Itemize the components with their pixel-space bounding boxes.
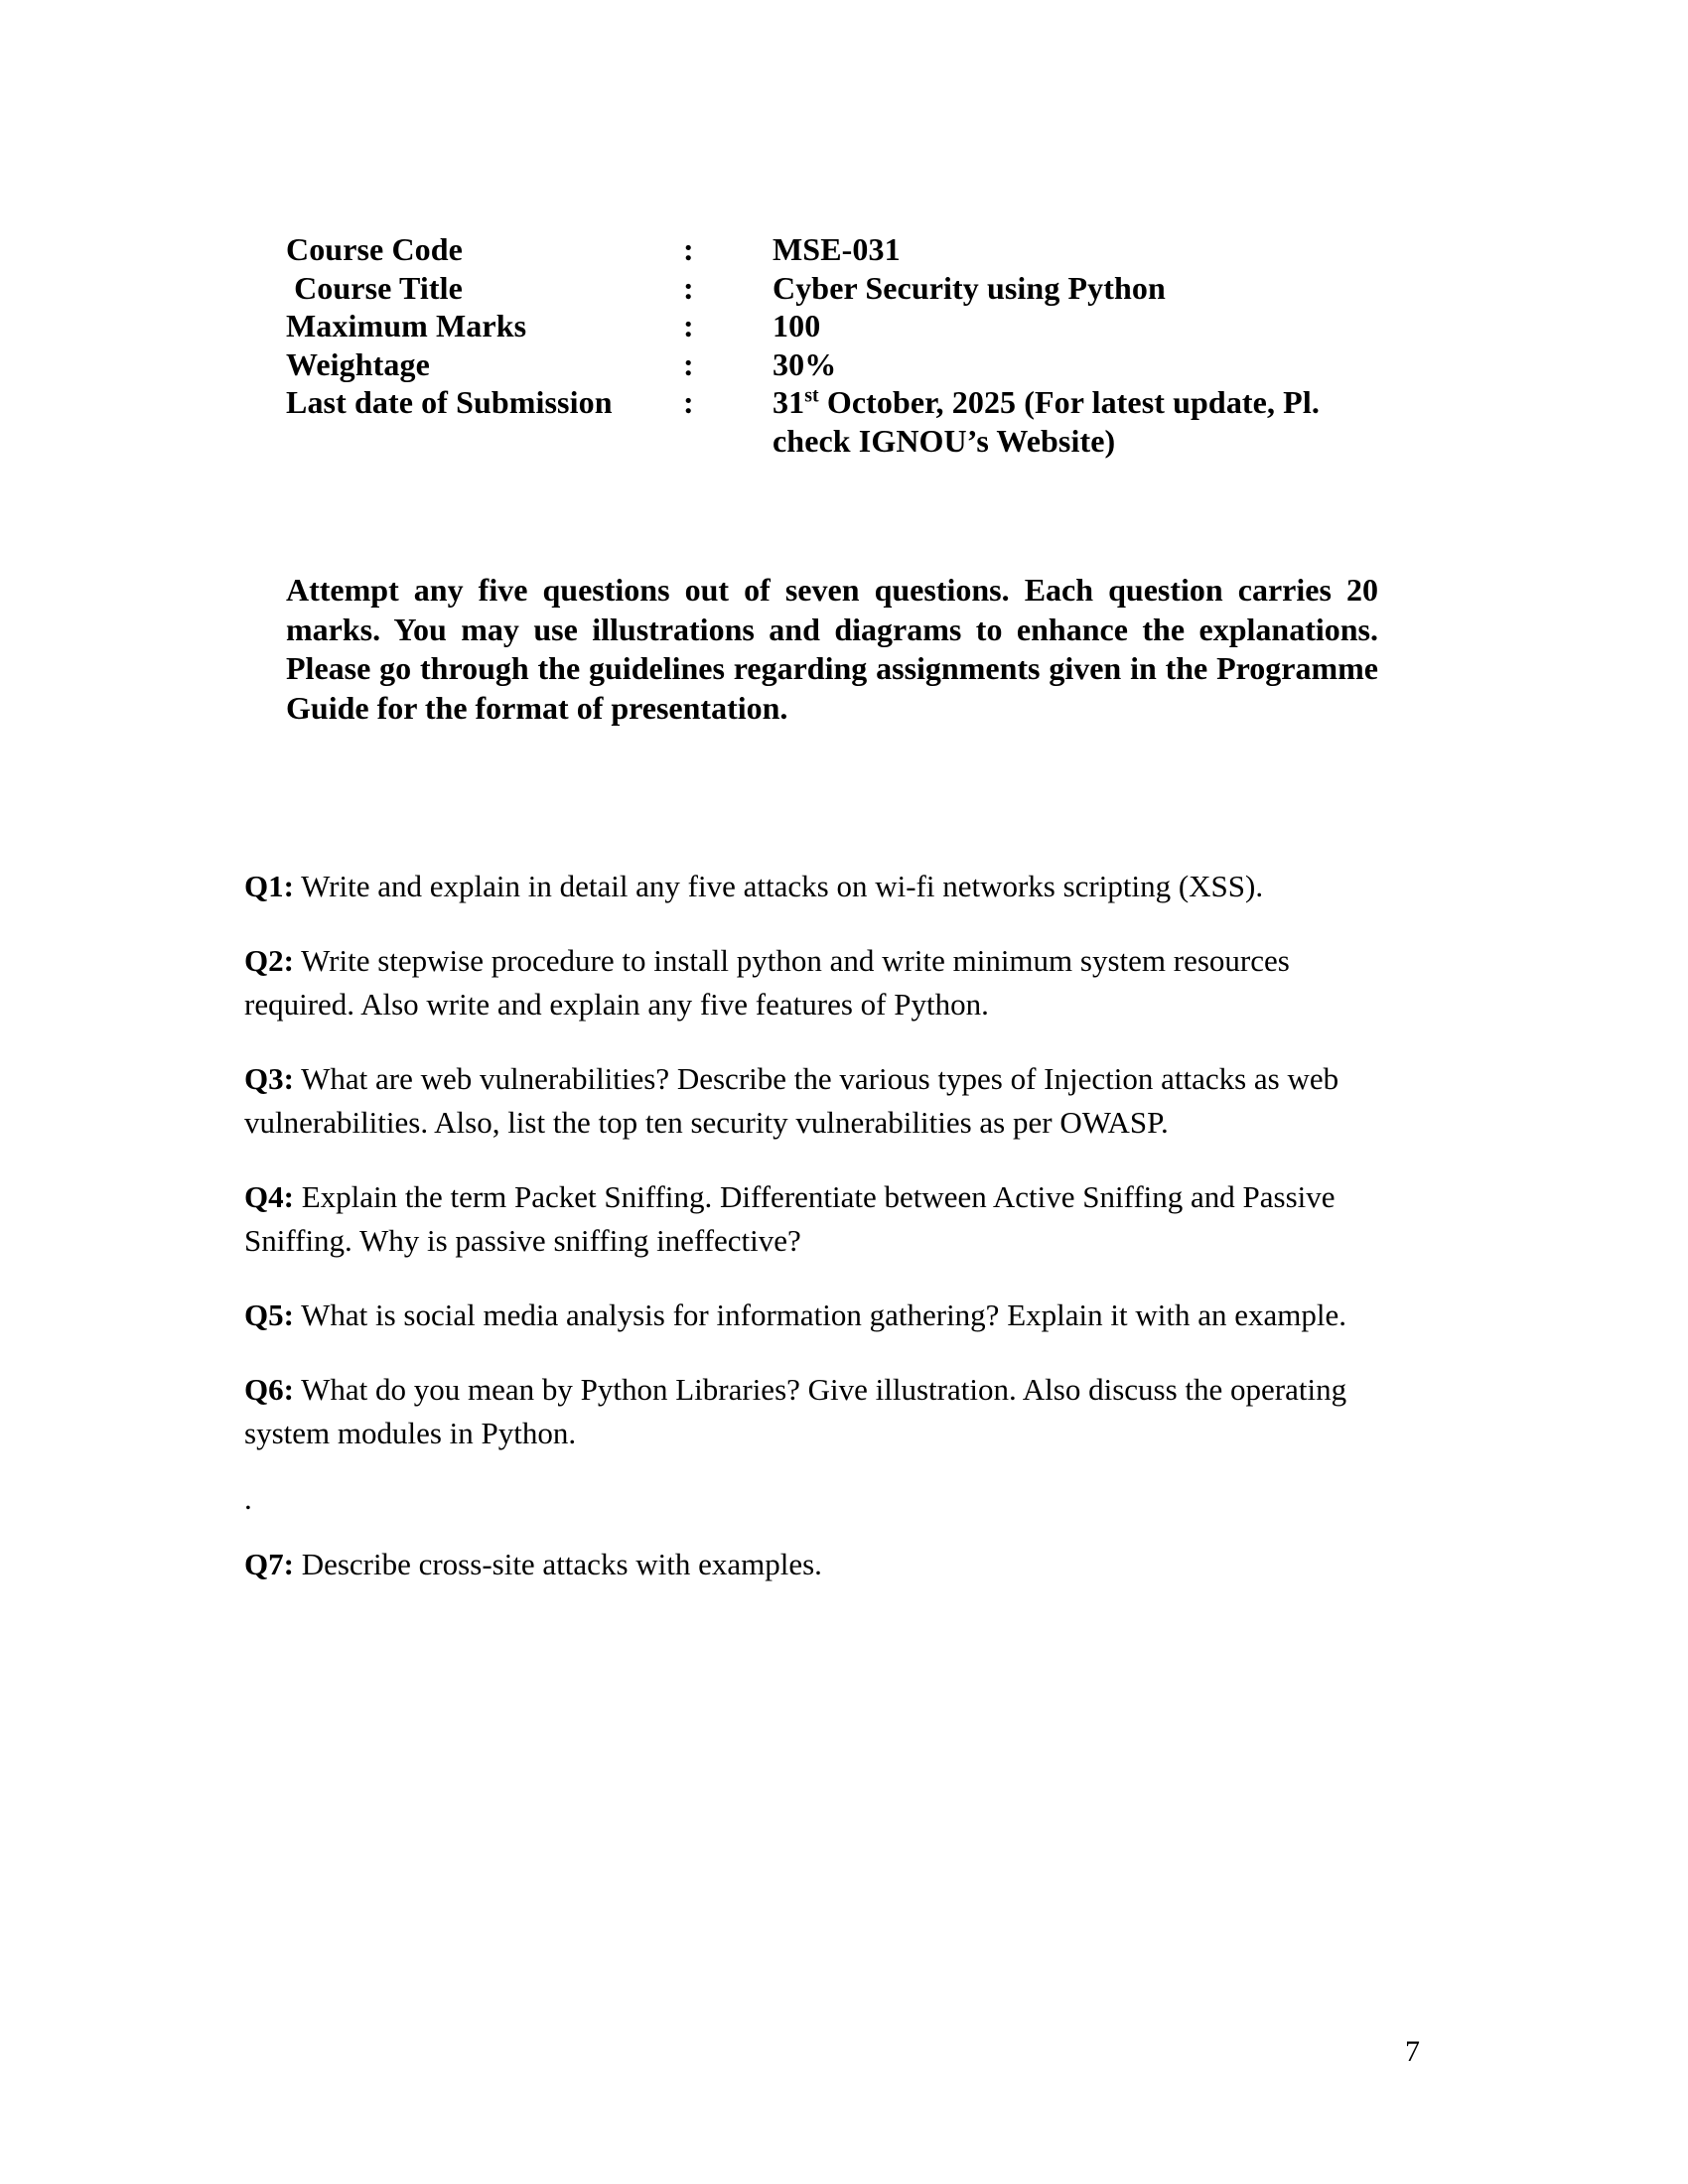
assignment-instructions: Attempt any five questions out of seven questions. Each question carries 20 marks. You may use illustrations and diagrams to enhance the explanations. Please go through the guidelines regarding assignments given in the Programme Guide for the format of presentation. <box>286 572 1378 726</box>
questions-list <box>244 834 1406 1586</box>
question-item-q3 <box>244 1057 1406 1145</box>
question-label-q2: Q2: <box>244 943 294 978</box>
last-date-colon: : <box>683 384 694 420</box>
course-info-row-maximum-marks <box>286 307 1378 345</box>
question-label-q6: Q6: <box>244 1372 294 1407</box>
page-number: 7 <box>1405 2035 1420 2068</box>
question-text-q3: What are web vulnerabilities? Describe the various types of Injection attacks as web vulnerabilities. Also, list the top ten security vulnerabilities as per OWASP. <box>244 1061 1339 1140</box>
question-item-q7 <box>244 1543 1406 1586</box>
weightage-value: 30% <box>773 345 837 382</box>
course-code-colon: : <box>683 231 694 267</box>
question-text-q6: What do you mean by Python Libraries? Give illustration. Also discuss the operating system modules in Python. <box>244 1372 1347 1450</box>
question-text-q4: Explain the term Packet Sniffing. Differentiate between Active Sniffing and Passive Sniffing. Why is passive sniffing ineffective? <box>244 1179 1336 1258</box>
question-label-q1: Q1: <box>244 869 294 903</box>
maximum-marks-label: Maximum Marks <box>286 308 527 343</box>
last-date-day: 31 <box>773 384 805 420</box>
last-date-rest: October, 2025 (For latest update, Pl. check IGNOU’s Website) <box>773 384 1320 459</box>
question-label-q4: Q4: <box>244 1179 294 1214</box>
weightage-label: Weightage <box>286 345 430 382</box>
course-title-colon: : <box>683 269 694 306</box>
course-code-label: Course Code <box>286 231 463 267</box>
course-info-row-last-date <box>286 383 1378 460</box>
question-item-q1 <box>244 865 1406 908</box>
course-title-label: Course Title <box>286 269 463 306</box>
question-item-q6 <box>244 1368 1406 1455</box>
weightage-colon: : <box>683 345 694 382</box>
course-info-row-course-title <box>286 269 1378 308</box>
question-text-q2: Write stepwise procedure to install python and write minimum system resources required. Also write and explain any five features of Python. <box>244 943 1290 1022</box>
last-date-value <box>773 383 1368 460</box>
question-label-q7: Q7: <box>244 1547 294 1581</box>
question-label-q3: Q3: <box>244 1061 294 1096</box>
course-info-row-weightage <box>286 345 1378 384</box>
maximum-marks-colon: : <box>683 308 694 343</box>
course-title-value: Cyber Security using Python <box>773 269 1166 306</box>
question-item-q5 <box>244 1294 1406 1337</box>
maximum-marks-value: 100 <box>773 308 821 343</box>
course-code-value: MSE-031 <box>773 231 901 267</box>
question-text-q7: Describe cross-site attacks with examples. <box>293 1547 822 1581</box>
question-item-q2 <box>244 939 1406 1026</box>
question-text-q1: Write and explain in detail any five attacks on wi-fi networks scripting (XSS). <box>293 869 1264 903</box>
question-item-q4 <box>244 1175 1406 1263</box>
stray-period-mark: . <box>244 1481 252 1516</box>
last-date-label: Last date of Submission <box>286 384 613 420</box>
course-info-block <box>286 230 1378 460</box>
course-info-row-course-code <box>286 230 1378 269</box>
question-text-q5: What is social media analysis for information gathering? Explain it with an example. <box>293 1297 1346 1332</box>
last-date-ordinal-suffix: st <box>804 384 819 407</box>
question-label-q5: Q5: <box>244 1297 294 1332</box>
